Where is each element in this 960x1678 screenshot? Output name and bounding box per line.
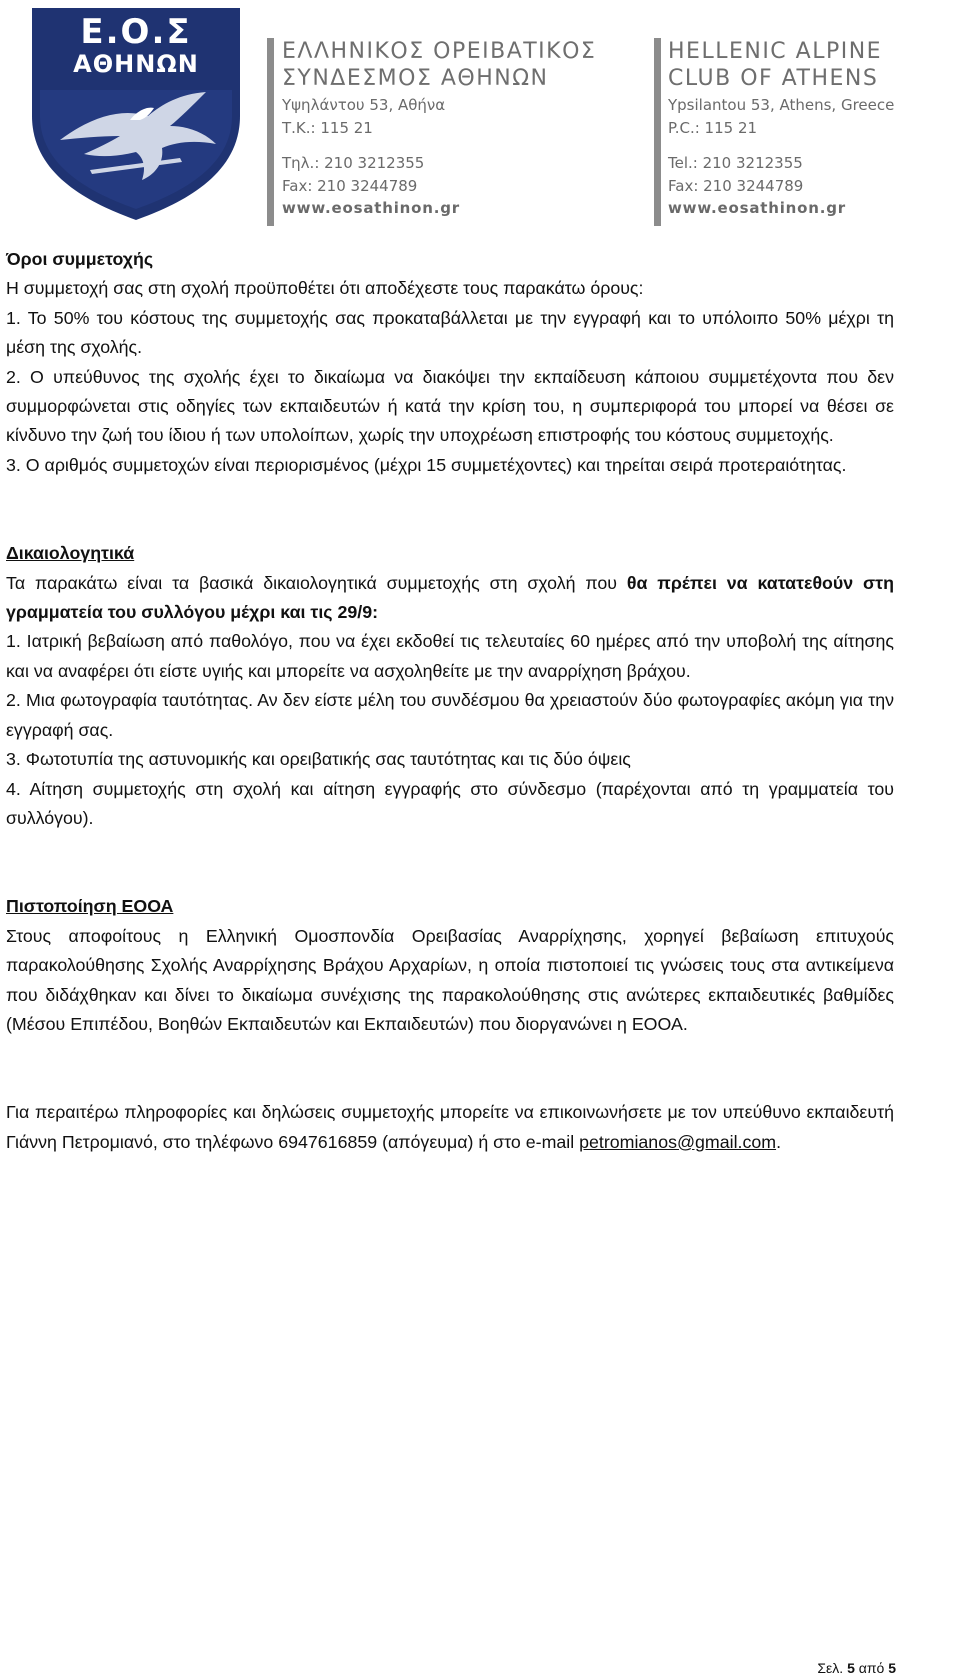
terms-item-3: 3. Ο αριθμός συμμετοχών είναι περιορισμένος (μέχρι 15 συμμετέχοντες) και τηρείται σειρά προτεραιότητας.: [6, 454, 847, 475]
certification-heading: Πιστοποίηση ΕΟΟΑ: [6, 896, 174, 917]
english-website: www.eosathinon.gr: [668, 199, 846, 217]
english-name-line1: HELLENIC ALPINE: [668, 39, 883, 64]
page-number-prefix: Σελ.: [817, 1660, 848, 1676]
divider-bar-english: [654, 38, 661, 226]
contact-text: Για περαιτέρω πληροφορίες και δηλώσεις συμμετοχής μπορείτε να επικοινωνήσετε με τον υπεύθυνο εκπαιδευτή Γιάννη Πετρομιανό, στο τηλέφωνο 6947616859 (απόγευμα) ή στο e-mail: [6, 1102, 894, 1152]
logo-text-line2: ΑΘΗΝΩΝ: [73, 50, 199, 78]
page-number-total: 5: [888, 1660, 896, 1676]
documents-heading: Δικαιολογητικά: [6, 543, 135, 564]
club-logo: [30, 8, 242, 220]
english-fax: Fax: 210 3244789: [668, 177, 804, 195]
page-number-current: 5: [847, 1660, 855, 1676]
contact-email-link[interactable]: petromianos@gmail.com: [579, 1131, 777, 1152]
greek-fax: Fax: 210 3244789: [282, 177, 418, 195]
greek-phone: Τηλ.: 210 3212355: [282, 154, 425, 172]
document-body: [6, 245, 894, 1157]
terms-intro: Η συμμετοχή σας στη σχολή προϋποθέτει ότι αποδέχεστε τους παρακάτω όρους:: [6, 278, 644, 299]
greek-website: www.eosathinon.gr: [282, 199, 460, 217]
documents-intro-deadline: θα πρέπει να κατατεθούν στη γραμματεία του συλλόγου μέχρι και τις 29/9:: [6, 572, 894, 623]
terms-section: [6, 245, 894, 480]
terms-heading: Όροι συμμετοχής: [6, 249, 154, 269]
certification-text: Στους αποφοίτους η Ελληνική Ομοσπονδία Ορειβασίας Αναρρίχησης, χορηγεί βεβαίωση επιτυχούς παρακολούθησης Σχολής Αναρρίχησης Βράχου Αρχαρίων, η οποία πιστοποιεί τις γνώσεις τους στα αντικείμενα που διδάχθηκαν και δίνει το δικαίωμα συνέχισης της παρακολούθησης στις ανώτερες εκπαιδευτικές βαθμίδες (Μέσου Επιπέδου, Βοηθών Εκπαιδευτών και Εκπαιδευτών) που διοργανώνει η ΕΟΟΑ.: [6, 925, 894, 1034]
greek-address-block: [282, 38, 622, 218]
logo-text-line1: Ε.Ο.Σ: [80, 12, 192, 52]
greek-postal: Τ.Κ.: 115 21: [282, 119, 373, 137]
english-address-block: [668, 38, 930, 218]
contact-paragraph: [6, 1098, 894, 1157]
terms-item-2: 2. Ο υπεύθυνος της σχολής έχει το δικαίωμα να διακόψει την εκπαίδευση κάποιου συμμετέχοντα που δεν συμμορφώνεται στις οδηγίες των εκπαιδευτών ή κατά την κρίση του, η συμπεριφορά του μπορεί να θέσει σε κίνδυνο την ζωή του ίδιου ή των υπολοίπων, χωρίς την υποχρέωση επιστροφής του κόστους συμμετοχής.: [6, 366, 894, 446]
documents-item-2: 2. Μια φωτογραφία ταυτότητας. Αν δεν είστε μέλη του συνδέσμου θα χρειαστούν δύο φωτογραφίες ακόμη για την εγγραφή σας.: [6, 690, 894, 740]
letterhead: [30, 8, 930, 220]
page-number-middle: από: [854, 1660, 889, 1676]
terms-item-1: 1. Το 50% του κόστους της συμμετοχής σας προκαταβάλλεται με την εγγραφή και το υπόλοιπο 50% μέχρι τη μέση της σχολής.: [6, 307, 894, 358]
contact-section: [6, 1098, 894, 1157]
documents-intro: [6, 569, 894, 628]
english-postal: P.C.: 115 21: [668, 119, 758, 137]
divider-bar-greek: [267, 38, 274, 226]
greek-name-line2: ΣΥΝΔΕΣΜΟΣ ΑΘΗΝΩΝ: [282, 66, 549, 91]
greek-street: Υψηλάντου 53, Αθήνα: [282, 96, 446, 114]
english-phone: Tel.: 210 3212355: [668, 154, 803, 172]
documents-section: [6, 539, 894, 833]
certification-section: [6, 892, 894, 1039]
page-number: [817, 1660, 896, 1676]
documents-intro-text: Τα παρακάτω είναι τα βασικά δικαιολογητικά συμμετοχής στη σχολή που: [6, 572, 627, 593]
english-name-line2: CLUB OF ATHENS: [668, 66, 879, 91]
contact-end: .: [776, 1131, 782, 1152]
greek-name-line1: ΕΛΛΗΝΙΚΟΣ ΟΡΕΙΒΑΤΙΚΟΣ: [282, 39, 597, 64]
documents-item-4: 4. Αίτηση συμμετοχής στη σχολή και αίτηση εγγραφής στο σύνδεσμο (παρέχονται από τη γραμματεία του συλλόγου).: [6, 778, 894, 828]
documents-item-1: 1. Ιατρική βεβαίωση από παθολόγο, που να έχει εκδοθεί τις τελευταίες 60 ημέρες από την υποβολή της αίτησης και να αναφέρει ότι είστε υγιής και μπορείτε να ασχοληθείτε με την αναρρίχηση βράχου.: [6, 631, 894, 681]
documents-item-3: 3. Φωτοτυπία της αστυνομικής και ορειβατικής σας ταυτότητας και τις δύο όψεις: [6, 749, 631, 770]
english-street: Ypsilantou 53, Athens, Greece: [668, 96, 895, 114]
